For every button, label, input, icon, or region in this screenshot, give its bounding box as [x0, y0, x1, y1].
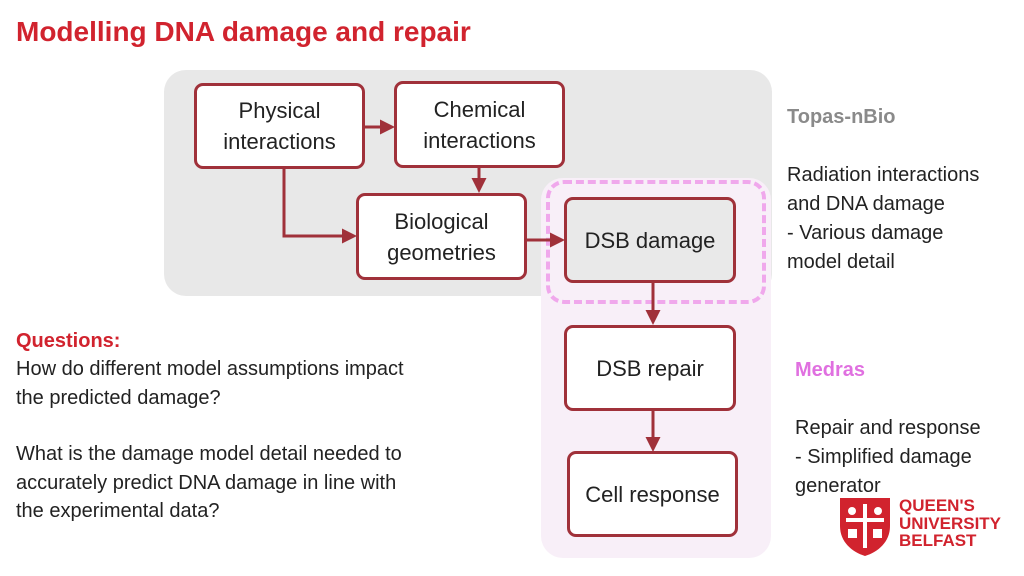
arrow-physical-to-biological	[284, 169, 354, 236]
dsb-damage-box: DSB damage	[564, 197, 736, 283]
page-title: Modelling DNA damage and repair	[16, 16, 471, 47]
chemical-interactions-box: Chemical interactions	[394, 81, 565, 168]
medras-body: Repair and response - Simplified damage generator	[795, 417, 981, 497]
question-1: How do different model assumptions impact the predicted damage?	[16, 358, 404, 409]
questions-heading: Questions:	[16, 330, 121, 352]
university-crest-icon	[838, 496, 892, 558]
topas-body: Radiation interactions and DNA damage - Various damage model detail	[787, 164, 980, 273]
university-wordmark: QUEEN'S UNIVERSITY BELFAST	[899, 496, 1002, 550]
physical-interactions-box: Physical interactions	[194, 83, 365, 169]
question-2: What is the damage model detail needed to accurately predict DNA damage in line with the experimental data?	[16, 443, 402, 522]
dsb-repair-box: DSB repair	[564, 325, 736, 411]
topas-heading: Topas-nBio	[787, 106, 896, 128]
medras-heading: Medras	[795, 359, 866, 381]
topas-note	[787, 74, 979, 306]
biological-geometries-box: Biological geometries	[356, 193, 527, 280]
cell-response-box: Cell response	[567, 451, 738, 537]
